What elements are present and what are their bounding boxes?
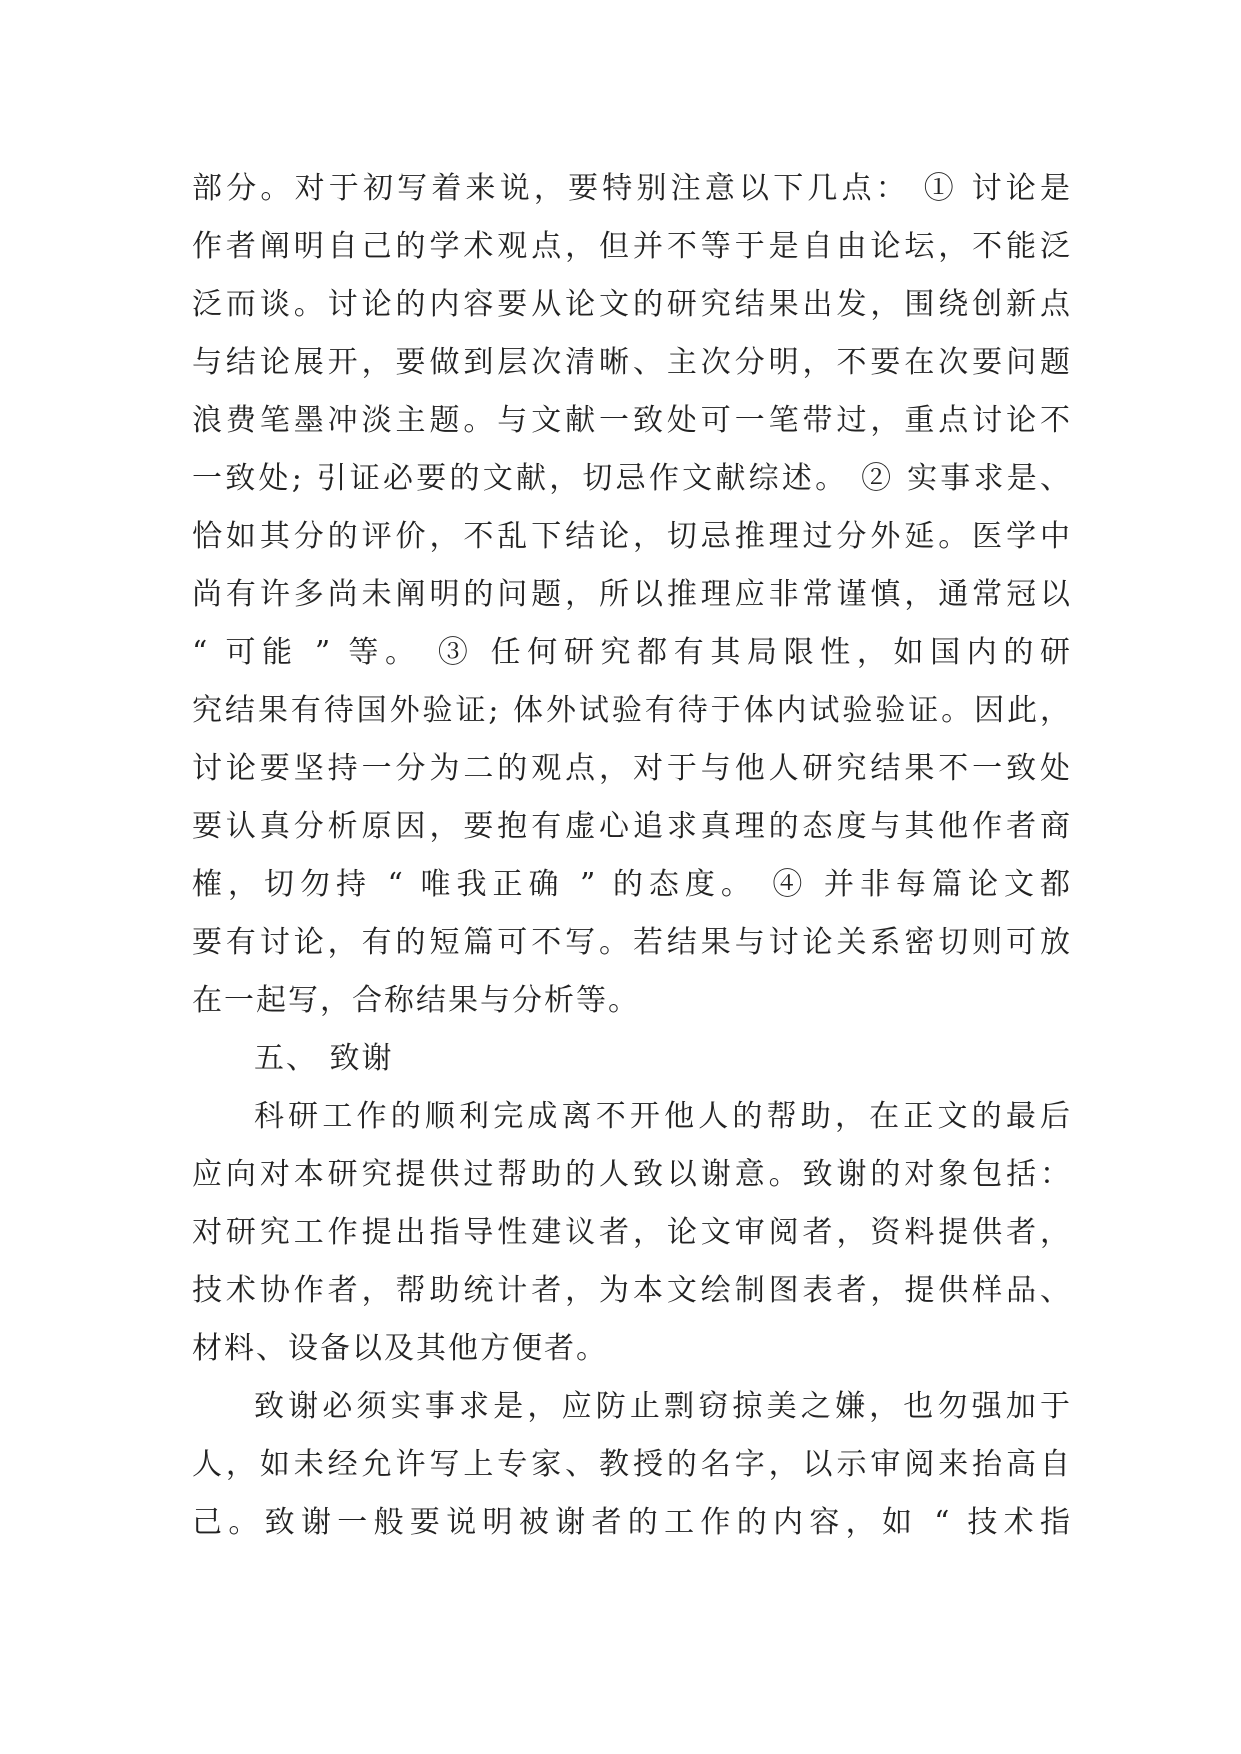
text-line: 榷，切勿持 “ 唯我正确 ” 的态度。 ④ 并非每篇论文都 bbox=[192, 867, 1072, 902]
text-line: “ 可能 ” 等。 ③ 任何研究都有其局限性，如国内的研 bbox=[192, 635, 1072, 670]
text-line: 一致处; 引证必要的文献，切忌作文献综述。 ② 实事求是、 bbox=[192, 461, 1072, 496]
text-line: 应向对本研究提供过帮助的人致以谢意。致谢的对象包括： bbox=[192, 1157, 1072, 1192]
text-line: 与结论展开，要做到层次清晰、主次分明，不要在次要问题 bbox=[192, 345, 1072, 380]
text-line: 恰如其分的评价，不乱下结论，切忌推理过分外延。医学中 bbox=[192, 519, 1072, 554]
text-line: 部分。对于初写着来说，要特别注意以下几点： ① 讨论是 bbox=[192, 171, 1072, 206]
text-line: 讨论要坚持一分为二的观点，对于与他人研究结果不一致处 bbox=[192, 751, 1072, 786]
text-line: 人，如未经允许写上专家、教授的名字，以示审阅来抬高自 bbox=[192, 1447, 1072, 1482]
text-line: 材料、设备以及其他方便者。 bbox=[192, 1331, 608, 1366]
paragraph-discussion-notes bbox=[192, 160, 1072, 1030]
section-heading: 五、 致谢 bbox=[254, 1041, 394, 1076]
text-line: 尚有许多尚未阐明的问题，所以推理应非常谨慎，通常冠以 bbox=[192, 577, 1072, 612]
document-body bbox=[192, 160, 1072, 1552]
text-line: 要有讨论，有的短篇可不写。若结果与讨论关系密切则可放 bbox=[192, 925, 1072, 960]
text-line: 己。致谢一般要说明被谢者的工作的内容，如 “ 技术指 bbox=[192, 1505, 1072, 1540]
text-line: 究结果有待国外验证; 体外试验有待于体内试验验证。因此， bbox=[192, 693, 1072, 728]
paragraph-acknowledgement-1 bbox=[192, 1088, 1072, 1378]
text-line: 技术协作者，帮助统计者，为本文绘制图表者，提供样品、 bbox=[192, 1273, 1072, 1308]
text-line: 要认真分析原因，要抱有虚心追求真理的态度与其他作者商 bbox=[192, 809, 1072, 844]
paragraph-acknowledgement-2 bbox=[192, 1378, 1072, 1552]
text-line: 浪费笔墨冲淡主题。与文献一致处可一笔带过，重点讨论不 bbox=[192, 403, 1072, 438]
text-line: 科研工作的顺利完成离不开他人的帮助，在正文的最后 bbox=[254, 1099, 1072, 1134]
text-line: 泛而谈。讨论的内容要从论文的研究结果出发，围绕创新点 bbox=[192, 287, 1072, 322]
text-line: 在一起写，合称结果与分析等。 bbox=[192, 983, 640, 1018]
text-line: 作者阐明自己的学术观点，但并不等于是自由论坛，不能泛 bbox=[192, 229, 1072, 264]
text-line: 对研究工作提出指导性建议者，论文审阅者，资料提供者， bbox=[192, 1215, 1072, 1250]
text-line: 致谢必须实事求是，应防止剽窃掠美之嫌，也勿强加于 bbox=[254, 1389, 1072, 1424]
